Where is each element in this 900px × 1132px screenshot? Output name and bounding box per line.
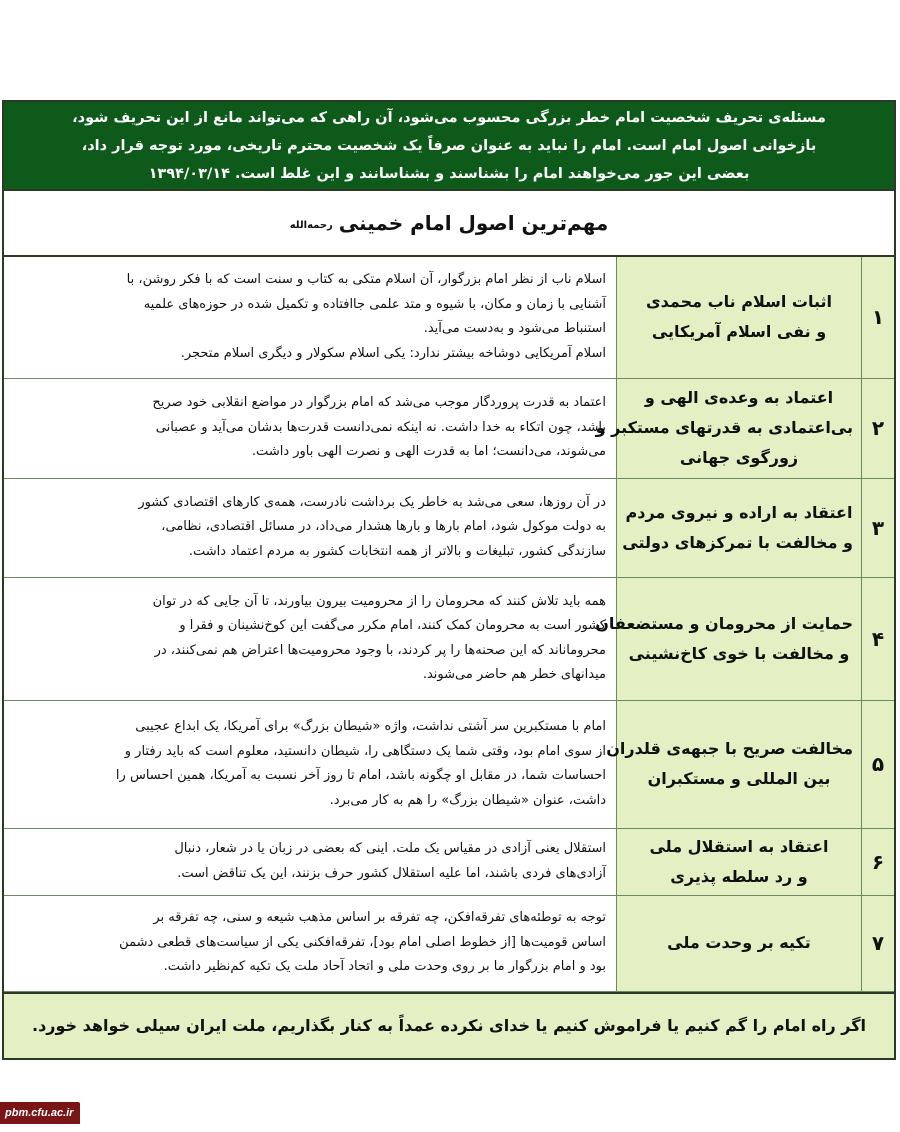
topic-line: بین المللی و مستکبران bbox=[647, 769, 831, 788]
desc-line: بود و امام بزرگوار ما بر روی وحدت ملی و اتحاد آحاد ملت یک تکیه کم‌نظیر داشت. bbox=[163, 959, 606, 975]
topic-line: اعتقاد به استقلال ملی bbox=[649, 836, 829, 856]
page-title: مهم‌ترین اصول امام خمینی bbox=[338, 211, 609, 235]
row-description bbox=[4, 257, 617, 378]
table-row bbox=[4, 478, 894, 577]
desc-line: به دولت موکول شود، امام بارها و بارها هشدار می‌داد، در مسائل اقتصادی، نظامی، bbox=[161, 519, 606, 535]
topic-line: مخالفت صریح با جبهه‌ی قلدران bbox=[606, 739, 853, 758]
top-blank-area bbox=[0, 0, 900, 100]
desc-line: میدانهای خطر هم حاضر می‌شوند. bbox=[422, 667, 606, 682]
row-description bbox=[4, 577, 617, 700]
desc-line: اسلام ناب از نظر امام بزرگوار، آن اسلام متکی به کتاب و سنت است که با فکر روشن، با bbox=[126, 272, 606, 288]
row-number: ۴ bbox=[862, 577, 895, 700]
desc-line: سازندگی کشور، تبلیغات و بالاتر از همه انتخابات کشور به مردم اعتماد داشت. bbox=[188, 543, 606, 559]
row-number: ۶ bbox=[862, 828, 895, 895]
banner-line: بازخوانی اصول امام است. امام را نباید به عنوان صرفاً یک شخصیت محترم تاریخی، مورد توجه قرار داد، bbox=[81, 137, 817, 154]
row-topic bbox=[595, 378, 862, 478]
closing-quote-text: اگر راه امام را گم کنیم یا فراموش کنیم یا خدای نکرده عمداً به کنار بگذاریم، ملت ایران سیلی خواهد خورد. bbox=[32, 1016, 867, 1035]
title-row bbox=[4, 191, 894, 257]
desc-line: باشد، چون اتکاء به خدا داشت. نه اینکه نمی‌دانست قدرت‌ها بدشان می‌آید و عصبانی bbox=[155, 419, 606, 435]
desc-line: همه باید تلاش کنند که محرومان را از محرومیت بیرون بیاورند، تا آن جایی که در توان bbox=[152, 593, 606, 609]
topic-line: اثبات اسلام ناب محمدی bbox=[645, 292, 833, 312]
topic-line: و مخالفت با تمرکزهای دولتی bbox=[622, 532, 853, 552]
topic-line: و نفی اسلام آمریکایی bbox=[651, 322, 827, 342]
topic-line: اعتقاد به اراده و نیروی مردم bbox=[625, 502, 853, 522]
row-number: ۵ bbox=[862, 700, 895, 828]
desc-line: توجه به توطئه‌های تفرقه‌افکن، چه تفرقه بر اساس مذهب شیعه و سنی، چه تفرقه بر bbox=[153, 910, 606, 926]
topic-line: بی‌اعتمادی به قدرتهای مستکبر و bbox=[595, 418, 853, 437]
site-link-text: pbm.cfu.ac.ir bbox=[5, 1107, 74, 1119]
topic-line: و رد سلطه پذیری bbox=[670, 866, 808, 886]
row-topic bbox=[595, 577, 862, 700]
row-number: ۷ bbox=[862, 895, 895, 991]
banner-line: بعضی این جور می‌خواهند امام را بشناسند و بشناسانند و این غلط است. ۱۳۹۴/۰۳/۱۴ bbox=[148, 165, 750, 182]
table-row bbox=[4, 828, 894, 895]
desc-line: اعتماد به قدرت پروردگار موجب می‌شد که امام بزرگوار در مواضع انقلابی خود صریح bbox=[152, 395, 606, 411]
desc-line: آزادی‌های فردی باشند، اما علیه استقلال کشور حرف بزنند، این یک تناقض است. bbox=[177, 865, 606, 881]
row-number: ۳ bbox=[862, 478, 895, 577]
topic-line: تکیه بر وحدت ملی bbox=[667, 933, 811, 952]
desc-line: در آن روزها، سعی می‌شد به خاطر یک برداشت نادرست، همه‌ی کارهای اقتصادی کشور bbox=[138, 494, 606, 510]
row-description bbox=[4, 700, 617, 828]
quote-banner bbox=[4, 102, 894, 191]
row-number: ۱ bbox=[862, 257, 895, 378]
table-row bbox=[4, 378, 894, 478]
topic-line: زورگوی جهانی bbox=[679, 448, 799, 467]
desc-line: از سوی امام بود، وقتی شما یک دستگاهی را، شیطان دانستید، معلوم است که باید رفتار و bbox=[124, 743, 606, 759]
row-description bbox=[4, 895, 617, 991]
desc-line: امام با مستکبرین سر آشتی نداشت، واژه «شیطان بزرگ» برای آمریکا، یک ابداع عجیبی bbox=[135, 719, 606, 734]
banner-line: مسئله‌ی تحریف شخصیت امام خطر بزرگی محسوب می‌شود، آن راهی که می‌تواند مانع از این تحریف شود، bbox=[72, 109, 826, 126]
desc-line: اساس قومیت‌ها [از خطوط اصلی امام بود]، تفرقه‌افکنی یکی از سیاست‌های قطعی دشمن bbox=[119, 934, 606, 950]
desc-line: استنباط می‌شود و به‌دست می‌آید. bbox=[423, 321, 606, 337]
desc-line: آشنایی با زمان و مکان، با شیوه و متد علمی جاافتاده و تکمیل شده در حوزه‌های علمیه bbox=[143, 296, 606, 312]
closing-quote bbox=[4, 992, 894, 1058]
principles-card bbox=[2, 100, 896, 1060]
desc-line: داشت، عنوان «شیطان بزرگ» را هم به کار می‌برد. bbox=[329, 792, 606, 808]
row-number: ۲ bbox=[862, 378, 895, 478]
topic-line: و مخالفت با خوی کاخ‌نشینی bbox=[628, 643, 850, 663]
table-row bbox=[4, 895, 894, 991]
table-row bbox=[4, 257, 894, 378]
desc-line: استقلال یعنی آزادی در مقیاس یک ملت. اینی که بعضی در زبان یا در شعار، دنبال bbox=[174, 841, 606, 856]
row-description bbox=[4, 478, 617, 577]
row-topic bbox=[617, 895, 862, 991]
desc-line: می‌شوند، می‌دانست؛ اما به قدرت الهی و نصرت الهی باور داشت. bbox=[251, 444, 606, 460]
desc-line: کشور است به محرومان کمک کنند، امام مکرر می‌گفت این کوخ‌نشینان و فقرا و bbox=[179, 618, 606, 633]
desc-line: محروماناند که این صحنه‌ها را پر کردند، با وجود محرومیت‌ها اعتراض هم نمی‌کنند، در bbox=[154, 642, 606, 658]
row-topic bbox=[617, 257, 862, 378]
desc-line: احساسات شما، در مقابل او چگونه باشد، امام تا روز آخر نسبت به آمریکا، همین احساس را bbox=[115, 768, 606, 783]
row-topic bbox=[617, 828, 862, 895]
row-description bbox=[4, 828, 617, 895]
principles-table bbox=[4, 257, 894, 992]
site-link-logo[interactable] bbox=[0, 1102, 80, 1124]
row-topic bbox=[606, 700, 862, 828]
topic-line: اعتماد به وعده‌ی الهی و bbox=[644, 388, 834, 407]
table-row bbox=[4, 577, 894, 700]
topic-line: حمایت از محرومان و مستضعفان bbox=[595, 613, 853, 633]
table-row bbox=[4, 700, 894, 828]
desc-line: اسلام آمریکایی دوشاخه بیشتر ندارد: یکی اسلام سکولار و دیگری اسلام متحجر. bbox=[180, 345, 606, 361]
row-topic bbox=[617, 478, 862, 577]
title-honorific: رحمه‌الله bbox=[289, 219, 333, 231]
row-description bbox=[4, 378, 617, 478]
